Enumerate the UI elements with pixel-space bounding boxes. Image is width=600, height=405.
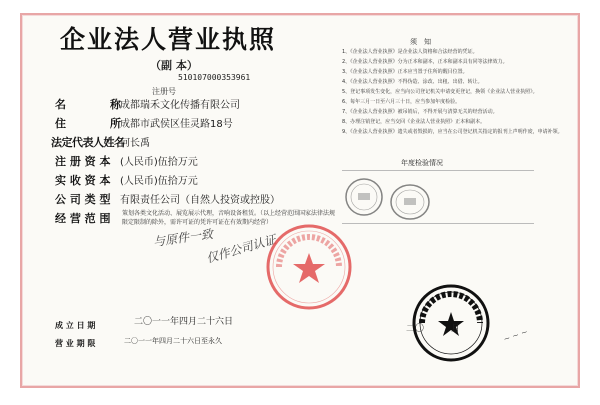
- label-company-type: 公 司 类 型: [55, 193, 111, 206]
- value-legal-rep: 何长禹: [120, 138, 150, 149]
- label-established: 成 立 日 期: [55, 321, 96, 330]
- notice-item: 9、《企业法人营业执照》遗失或者毁损的，应当在公司登记机关指定的报刊上声明作废，申请补领。: [342, 129, 563, 135]
- notice-item: 2、《企业法人营业执照》分为正本和副本，正本和副本具有同等法律效力。: [342, 59, 508, 65]
- label-scope: 经 营 范 围: [55, 212, 111, 225]
- label-paid-capital: 实 收 资 本: [55, 174, 111, 187]
- value-name: 成都瑞禾文化传播有限公司: [120, 100, 240, 111]
- value-scope: 策划各类文化活动、展览展示代理，音响设备租赁。（以上经营范围国家法律法规限定限制的除外，需许可证的凭许可证在有效期内经营）: [122, 210, 336, 226]
- registration-number: 510107000353961: [178, 73, 251, 82]
- notice-title: 须 知: [410, 38, 431, 46]
- copy-label: （副 本）: [150, 59, 198, 72]
- notice-item: 8、办理注销登记，应当交回《企业法人营业执照》正本和副本。: [342, 119, 486, 125]
- label-capital: 注 册 资 本: [55, 155, 111, 168]
- label-term: 营 业 期 限: [55, 339, 96, 348]
- license-title: 企业法人营业执照: [60, 25, 277, 54]
- registration-label: 注册号: [152, 87, 176, 96]
- notice-list: [342, 47, 563, 137]
- handwriting-line1: 与原件一致: [152, 226, 214, 250]
- notice-item: 4、《企业法人营业执照》不得伪造、涂改、出租、出借、转让。: [342, 79, 483, 85]
- value-paid-capital: (人民币)伍拾万元: [120, 176, 198, 187]
- value-term: 二〇一一年四月二十六日至永久: [124, 337, 222, 345]
- notice-item: 5、登记事项发生变化，应当向公司登记机关申请变更登记，换领《企业法人营业执照》。: [342, 89, 538, 95]
- label-name: 名 称: [55, 98, 121, 111]
- handwriting-note: ~ ~ ~: [502, 326, 529, 345]
- label-address: 住 所: [55, 117, 121, 130]
- value-company-type: 有限责任公司（自然人投资或控股）: [120, 195, 280, 206]
- company-seal-icon: [263, 221, 355, 313]
- notice-item: 7、《企业法人营业执照》被吊销后，不得开展与清算无关的经营活动。: [342, 109, 498, 115]
- value-issue-date: 二〇一一年四月二十六日: [134, 317, 234, 327]
- value-address: 成都市武侯区佳灵路18号: [120, 119, 233, 130]
- seal-year-text: 二〇: [406, 324, 425, 334]
- inspection-stamp-icon: [343, 176, 385, 218]
- notice-item: 6、每年三月一日至六月三十日，应当参加年度检验。: [342, 99, 461, 105]
- notice-item: 3、《企业法人营业执照》正本应当置于住所的醒目位置。: [342, 69, 468, 75]
- seal-month-text: 月: [451, 324, 461, 334]
- annual-inspection-title: 年度检验情况: [401, 159, 443, 167]
- inspection-stamp-icon: [388, 182, 432, 222]
- notice-item: 1、《企业法人营业执照》是企业法人资格和合法经营的凭证。: [342, 49, 478, 55]
- label-legal-rep: 法定代表人姓名: [51, 136, 125, 149]
- value-capital: (人民币)伍拾万元: [120, 157, 198, 168]
- handwriting-line2: 仅作公司认证: [204, 232, 278, 266]
